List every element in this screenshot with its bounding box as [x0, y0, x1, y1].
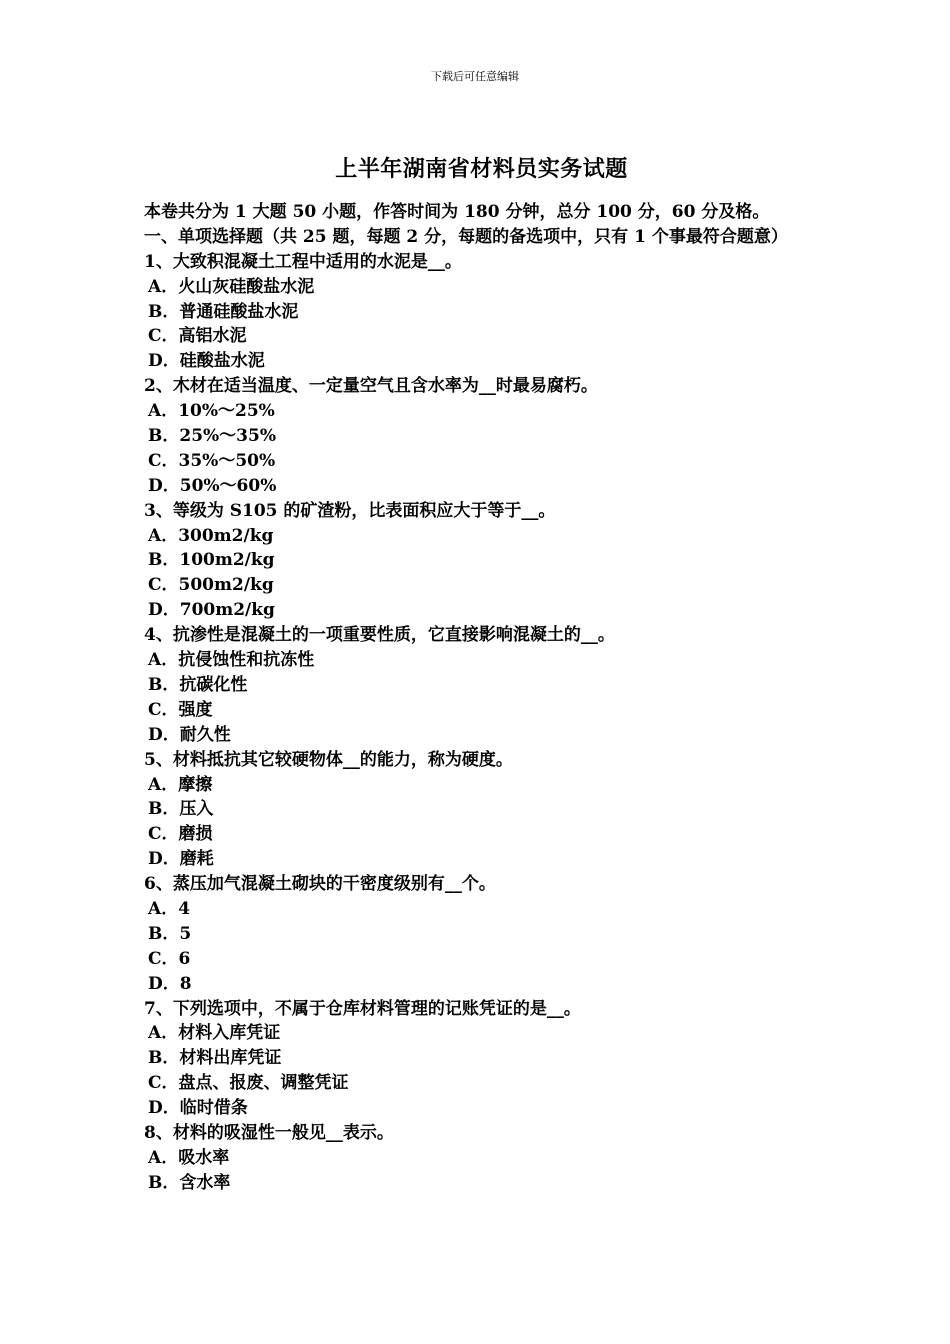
question-stem: 7、下列选项中，不属于仓库材料管理的记账凭证的是__。 [144, 998, 581, 1019]
question-stem: 8、材料的吸湿性一般见__表示。 [144, 1122, 394, 1143]
answer-option: A．材料入库凭证 [148, 1023, 281, 1044]
question-list [144, 250, 812, 1196]
answer-option: D．磨耗 [148, 849, 214, 870]
answer-option: B．压入 [148, 799, 214, 820]
document-body [144, 200, 812, 1196]
answer-option: B．5 [148, 923, 192, 944]
answer-option: B．100m2/kg [148, 550, 275, 571]
answer-option: A．吸水率 [148, 1147, 230, 1168]
answer-option: A．摩擦 [148, 774, 213, 795]
answer-option: C．500m2/kg [148, 575, 274, 596]
answer-option: B．材料出库凭证 [148, 1048, 282, 1069]
question-stem: 2、木材在适当温度、一定量空气且含水率为__时最易腐朽。 [144, 376, 598, 397]
answer-option: C．强度 [148, 699, 213, 720]
question-stem: 3、等级为 S105 的矿渣粉，比表面积应大于等于__。 [144, 500, 556, 521]
answer-option: A．4 [148, 898, 191, 919]
answer-option: D．8 [148, 973, 192, 994]
answer-option: D．硅酸盐水泥 [148, 351, 265, 372]
header-note: 下载后可任意编辑 [431, 70, 519, 83]
question-stem: 4、抗渗性是混凝土的一项重要性质，它直接影响混凝土的__。 [144, 625, 615, 646]
page-title: 上半年湖南省材料员实务试题 [335, 156, 628, 182]
answer-option: D．耐久性 [148, 724, 231, 745]
answer-option: B．含水率 [148, 1172, 231, 1193]
answer-option: A．10%～25% [148, 401, 275, 422]
answer-option: C．高铝水泥 [148, 326, 247, 347]
answer-option: B．25%～35% [148, 426, 276, 447]
answer-option: C．6 [148, 948, 191, 969]
answer-option: A．300m2/kg [148, 525, 274, 546]
question-stem: 6、蒸压加气混凝土砌块的干密度级别有__个。 [144, 874, 496, 895]
answer-option: D．临时借条 [148, 1098, 248, 1119]
question-stem: 1、大致积混凝土工程中适用的水泥是__。 [144, 251, 462, 272]
section-heading: 一、单项选择题（共 25 题，每题 2 分，每题的备选项中，只有 1 个事最符合题意） [144, 226, 788, 247]
answer-option: B．抗碳化性 [148, 674, 248, 695]
answer-option: A．火山灰硅酸盐水泥 [148, 276, 315, 297]
answer-option: A．抗侵蚀性和抗冻性 [148, 650, 315, 671]
answer-option: C．磨损 [148, 824, 213, 845]
answer-option: D．50%～60% [148, 475, 277, 496]
question-stem: 5、材料抵抗其它较硬物体__的能力，称为硬度。 [144, 749, 513, 770]
answer-option: C．盘点、报废、调整凭证 [148, 1073, 349, 1094]
answer-option: B．普通硅酸盐水泥 [148, 301, 299, 322]
intro-text: 本卷共分为 1 大题 50 小题，作答时间为 180 分钟，总分 100 分，60 分及格。 [144, 202, 770, 222]
answer-option: C．35%～50% [148, 450, 276, 471]
answer-option: D．700m2/kg [148, 600, 275, 621]
